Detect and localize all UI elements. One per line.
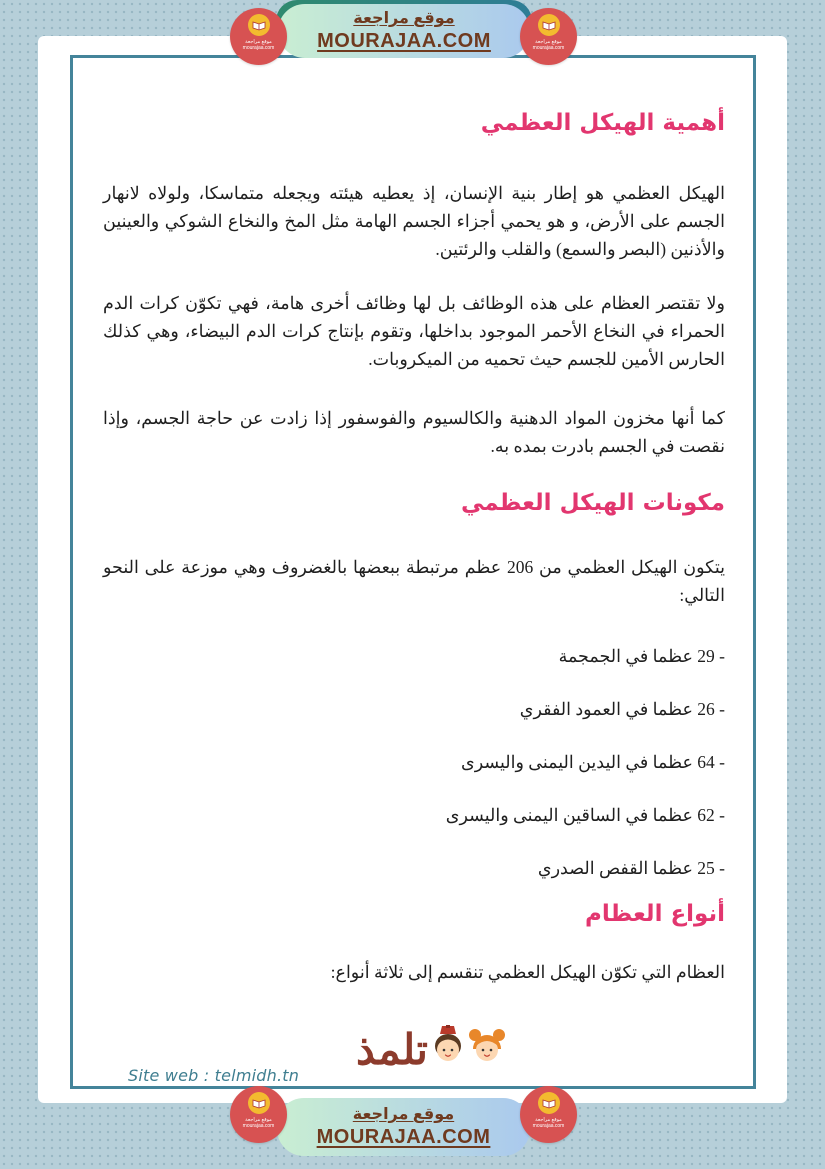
mourajaa-logo-badge-bottom-right — [520, 1086, 577, 1143]
paragraph-components-intro: يتكون الهيكل العظمي من 206 عظم مرتبطة ببعضها بالغضروف وهي موزعة على النحو التالي: — [103, 557, 725, 605]
telmidh-logo — [356, 1022, 506, 1078]
top-banner-site-domain: MOURAJAA.COM — [317, 30, 491, 52]
paragraph-importance-1: الهيكل العظمي هو إطار بنية الإنسان، إذ يعطيه هيئته ويجعله متماسكا، ولولاه لانهار الجسم على الأرض، و هو يحمي أجزاء الجسم الهامة مثل المخ والنخاع الشوكي والعينين والأذنين (البصر والسمع) والقلب والرئتين. — [103, 183, 725, 259]
site-web-text: Site web : telmidh.tn — [128, 1066, 300, 1085]
paragraph-importance-2: ولا تقتصر العظام على هذه الوظائف بل لها وظائف أخرى هامة، فهي تكوّن كرات الدم الحمراء في النخاع الأحمر الموجود بداخلها، وتقوم بإنتاج كرات الدم البيضاء، وهي كذلك الحارس الأمين للجسم حيث تحميه من الميكروبات. — [103, 293, 725, 369]
heading-skeleton-importance: أهمية الهيكل العظمي — [480, 110, 725, 136]
badge-label: موقع مراجعة mourajaa.com — [532, 1117, 565, 1129]
list-item-leg-bones: - 62 عظما في الساقين اليمنى واليسرى — [445, 805, 725, 825]
list-item-ribcage-bones: - 25 عظما القفص الصدري — [537, 858, 725, 878]
book-icon — [538, 14, 560, 36]
document-border — [70, 55, 756, 1089]
heading-skeleton-components: مكونات الهيكل العظمي — [460, 490, 725, 516]
list-item-hand-bones: - 64 عظما في اليدين اليمنى واليسرى — [461, 752, 725, 772]
telmidh-logo-text: تلمذ — [356, 1025, 428, 1074]
mourajaa-logo-badge-bottom-left — [230, 1086, 287, 1143]
badge-label: موقع مراجعة mourajaa.com — [242, 1117, 275, 1129]
bottom-banner-link[interactable] — [277, 1098, 530, 1156]
document-content — [73, 108, 753, 986]
badge-label: موقع مراجعة mourajaa.com — [532, 39, 565, 51]
book-icon — [248, 14, 270, 36]
list-item-skull-bones: - 29 عظما في الجمجمة — [558, 646, 725, 666]
bottom-banner-site-name-arabic: موقع مراجعة — [352, 1106, 455, 1123]
book-icon — [248, 1092, 270, 1114]
top-banner-site-name-arabic: موقع مراجعة — [353, 10, 455, 27]
mourajaa-logo-badge-top-left — [230, 8, 287, 65]
list-item-spine-bones: - 26 عظما في العمود الفقري — [519, 699, 725, 719]
paragraph-types-intro: العظام التي تكوّن الهيكل العظمي تنقسم إلى ثلاثة أنواع: — [330, 962, 725, 982]
mourajaa-logo-badge-top-right — [520, 8, 577, 65]
heading-bone-types: أنواع العظام — [585, 901, 725, 927]
bottom-banner-site-domain: MOURAJAA.COM — [316, 1126, 491, 1148]
girl-face-icon — [468, 1025, 506, 1070]
boy-face-icon — [431, 1025, 465, 1070]
book-icon — [538, 1092, 560, 1114]
badge-label: موقع مراجعة mourajaa.com — [242, 39, 275, 51]
paragraph-importance-3: كما أنها مخزون المواد الدهنية والكالسيوم والفوسفور إذا زادت عن حاجة الجسم، وإذا نقصت في الجسم بادرت بمده به. — [103, 408, 725, 456]
top-banner-link[interactable] — [278, 4, 530, 58]
